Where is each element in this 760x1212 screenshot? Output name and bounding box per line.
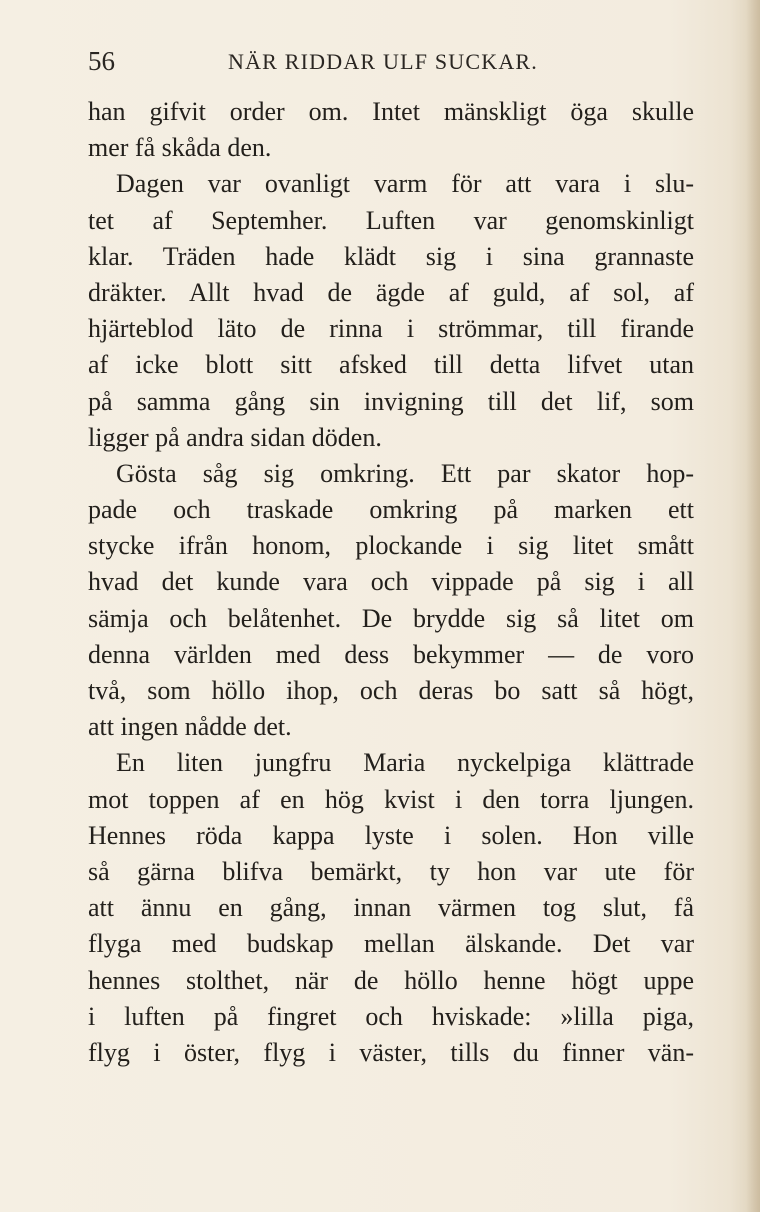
text-line: sämja och belåtenhet. De brydde sig så litet om bbox=[88, 603, 694, 633]
page-header bbox=[88, 46, 688, 80]
text-line: att ännu en gång, innan värmen tog slut, få bbox=[88, 893, 694, 923]
text-line: att ingen nådde det. bbox=[88, 712, 292, 742]
page-number: 56 bbox=[88, 46, 115, 76]
text-line: af icke blott sitt afsked till detta lifvet utan bbox=[88, 350, 694, 380]
text-line: mot toppen af en hög kvist i den torra ljungen. bbox=[88, 784, 694, 814]
text-line: Dagen var ovanligt varm för att vara i slu- bbox=[116, 169, 694, 199]
paragraph bbox=[88, 745, 694, 1071]
running-head: NÄR RIDDAR ULF SUCKAR. bbox=[228, 49, 538, 74]
paragraph bbox=[88, 94, 694, 166]
text-line: i luften på fingret och hviskade: »lilla piga, bbox=[88, 1001, 694, 1031]
text-line: på samma gång sin invigning till det lif, som bbox=[88, 386, 694, 416]
body-text bbox=[88, 94, 694, 1071]
text-line: Gösta såg sig omkring. Ett par skator hop- bbox=[116, 458, 694, 488]
text-line: Hennes röda kappa lyste i solen. Hon ville bbox=[88, 820, 694, 850]
text-line: hennes stolthet, när de höllo henne högt uppe bbox=[88, 965, 694, 995]
text-line: flyg i öster, flyg i väster, tills du finner vän- bbox=[88, 1037, 694, 1067]
text-line: denna världen med dess bekymmer — de voro bbox=[88, 639, 694, 669]
text-line: mer få skåda den. bbox=[88, 133, 272, 163]
text-line: stycke ifrån honom, plockande i sig litet smått bbox=[88, 531, 694, 561]
text-line: så gärna blifva bemärkt, ty hon var ute för bbox=[88, 856, 694, 886]
paragraph bbox=[88, 456, 694, 746]
text-line: pade och traskade omkring på marken ett bbox=[88, 495, 694, 525]
text-line: dräkter. Allt hvad de ägde af guld, af sol, af bbox=[88, 277, 694, 307]
text-line: tet af Septemher. Luften var genomskinligt bbox=[88, 205, 694, 235]
text-line: flyga med budskap mellan älskande. Det var bbox=[88, 929, 694, 959]
text-line: klar. Träden hade klädt sig i sina grannaste bbox=[88, 241, 694, 271]
text-line: två, som höllo ihop, och deras bo satt så högt, bbox=[88, 676, 694, 705]
page-edge-shadow bbox=[746, 0, 760, 1212]
paragraph bbox=[88, 166, 694, 456]
text-line: hjärteblod läto de rinna i strömmar, till firande bbox=[88, 314, 694, 344]
text-line: ligger på andra sidan döden. bbox=[88, 422, 382, 452]
text-line: hvad det kunde vara och vippade på sig i all bbox=[88, 567, 694, 597]
text-line: han gifvit order om. Intet mänskligt öga skulle bbox=[88, 97, 694, 126]
text-line: En liten jungfru Maria nyckelpiga klättrade bbox=[116, 748, 694, 778]
